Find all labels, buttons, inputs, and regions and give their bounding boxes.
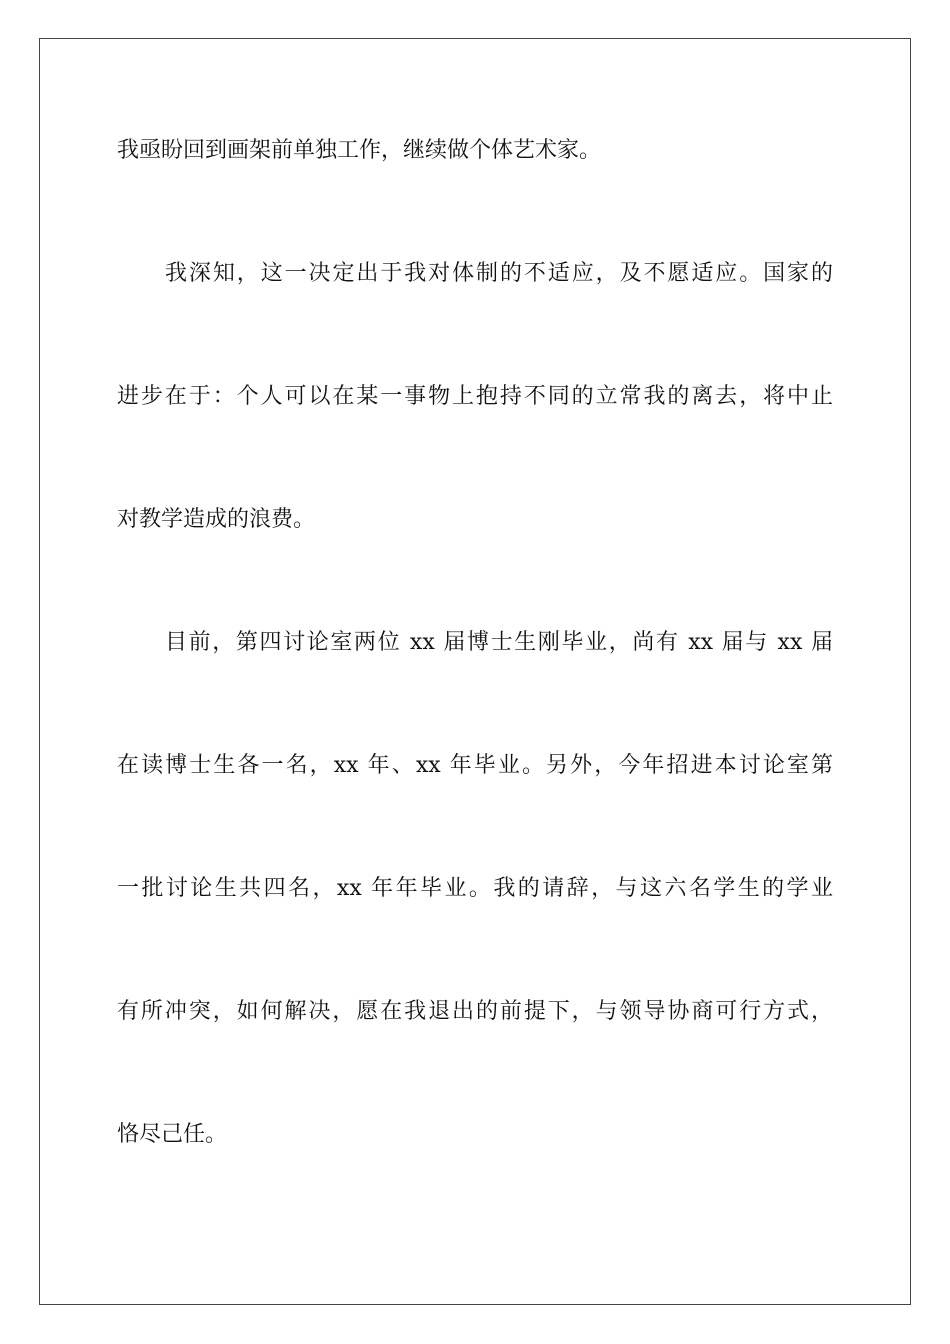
- text-line-5: 目前，第四讨论室两位 xx 届博士生刚毕业，尚有 xx 届与 xx 届: [165, 630, 833, 655]
- text-line-2: 我深知，这一决定出于我对体制的不适应，及不愿适应。国家的: [165, 261, 833, 286]
- text-line-1: 我亟盼回到画架前单独工作，继续做个体艺术家。: [117, 138, 602, 163]
- text-line-8: 有所冲突，如何解决，愿在我退出的前提下，与领导协商可行方式，: [117, 999, 833, 1024]
- text-line-3: 进步在于：个人可以在某一事物上抱持不同的立常我的离去，将中止: [117, 384, 833, 409]
- text-line-6: 在读博士生各一名，xx 年、xx 年毕业。另外，今年招进本讨论室第: [117, 753, 833, 778]
- page-border: [39, 38, 911, 1305]
- text-line-9: 恪尽己任。: [117, 1122, 228, 1147]
- text-line-4: 对教学造成的浪费。: [117, 507, 316, 532]
- text-line-7: 一批讨论生共四名，xx 年年毕业。我的请辞，与这六名学生的学业: [117, 876, 833, 901]
